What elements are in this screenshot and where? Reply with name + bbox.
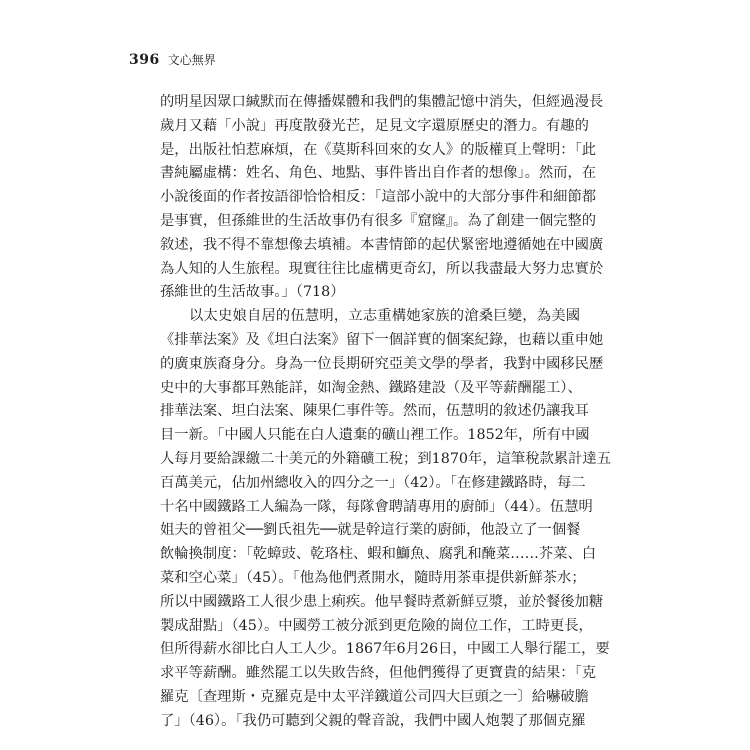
text-line: 敘述，我不得不靠想像去填補。本書情節的起伏緊密地遵循她在中國廣 (160, 236, 604, 253)
text-line: 羅克〔查理斯・克羅克是中太平洋鐵道公司四大巨頭之一〕給嚇破膽 (160, 688, 589, 705)
paragraph (160, 305, 611, 733)
text-line: 了」（46）。「我仍可聽到父親的聲音說，我們中國人炮製了那個克羅 (160, 712, 586, 729)
text-line: 人每月要給課繳二十美元的外籍礦工稅；到1870年，這筆稅款累計達五 (160, 450, 611, 467)
text-line: 的廣東族裔身分。身為一位長期研究亞美文學的學者，我對中國移民歷 (160, 355, 604, 372)
page-header (129, 51, 216, 68)
text-line: 孫維世的生活故事。」（718） (160, 284, 345, 301)
text-line: 求平等薪酬。雖然罷工以失敗告終，但他們獲得了更寶貴的結果：「克 (160, 665, 597, 682)
text-line: 為人知的人生旅程。現實往往比虛構更奇幻，所以我盡最大努力忠實於 (160, 260, 604, 277)
body-text (160, 91, 611, 734)
text-line: 書純屬虛構：姓名、角色、地點、事件皆出自作者的想像」。然而，在 (160, 165, 597, 182)
text-line: 是事實，但孫維世的生活故事仍有很多『窟窿』。為了創建一個完整的 (160, 212, 597, 229)
text-line: 飲輪換制度：「乾蟑豉、乾珞柱、蝦和鰤魚、腐乳和醃菜……芥菜、白 (160, 546, 597, 563)
text-line: 菜和空心菜」（45）。「他為他們煮開水，隨時用茶車提供新鮮茶水； (160, 569, 586, 586)
text-line: 十名中國鐵路工人編為一隊，每隊會聘請專用的廚師」（44）。伍慧明 (160, 498, 593, 515)
text-line: 是，出版社怕惹麻煩，在《莫斯科回來的女人》的版權頁上聲明：「此 (160, 141, 597, 158)
text-line: 所以中國鐵路工人很少患上痢疾。他早餐時煮新鮮豆漿，並於餐後加糖 (160, 593, 604, 610)
text-line: 排華法案、坦白法案、陳果仁事件等。然而，伍慧明的敘述仍讓我耳 (160, 403, 589, 420)
text-line: 目一新。「中國人只能在白人遺棄的礦山裡工作。1852年，所有中國 (160, 427, 590, 444)
text-line: 百萬美元，佔加州總收入的四分之一」（42）。「在修建鐵路時，每二 (160, 474, 586, 491)
paragraph (160, 91, 604, 305)
text-line: 歲月又藉「小說」再度散發光芒，足見文字還原歷史的潛力。有趣的 (160, 117, 589, 134)
text-line: 姐夫的曾祖父──劉氏祖先──就是幹這行業的廚師，他設立了一個餐 (160, 522, 581, 539)
text-line: 的明星因眾口緘默而在傳播媒體和我們的集體記憶中消失，但經過漫長 (160, 94, 604, 110)
text-line: 《排華法案》及《坦白法案》留下一個詳實的個案紀錄，也藉以重申她 (160, 331, 604, 348)
text-line: 小說後面的作者按語卻恰恰相反：「這部小說中的大部分事件和細節都 (160, 189, 597, 206)
page-number: 396 (129, 52, 160, 68)
text-line: 以太史娘自居的伍慧明，立志重構她家族的滄桑巨變，為美國 (189, 308, 580, 325)
text-line: 史中的大事都耳熟能詳，如淘金熱、鐵路建設（及平等薪酬罷工）、 (160, 379, 582, 396)
running-title: 文心無界 (167, 53, 216, 67)
text-line: 但所得薪水卻比白人工人少。1867年6月26日，中國工人舉行罷工，要 (160, 641, 610, 658)
text-line: 製成甜點」（45）。中國勞工被分派到更危險的崗位工作，工時更長， (160, 617, 593, 634)
